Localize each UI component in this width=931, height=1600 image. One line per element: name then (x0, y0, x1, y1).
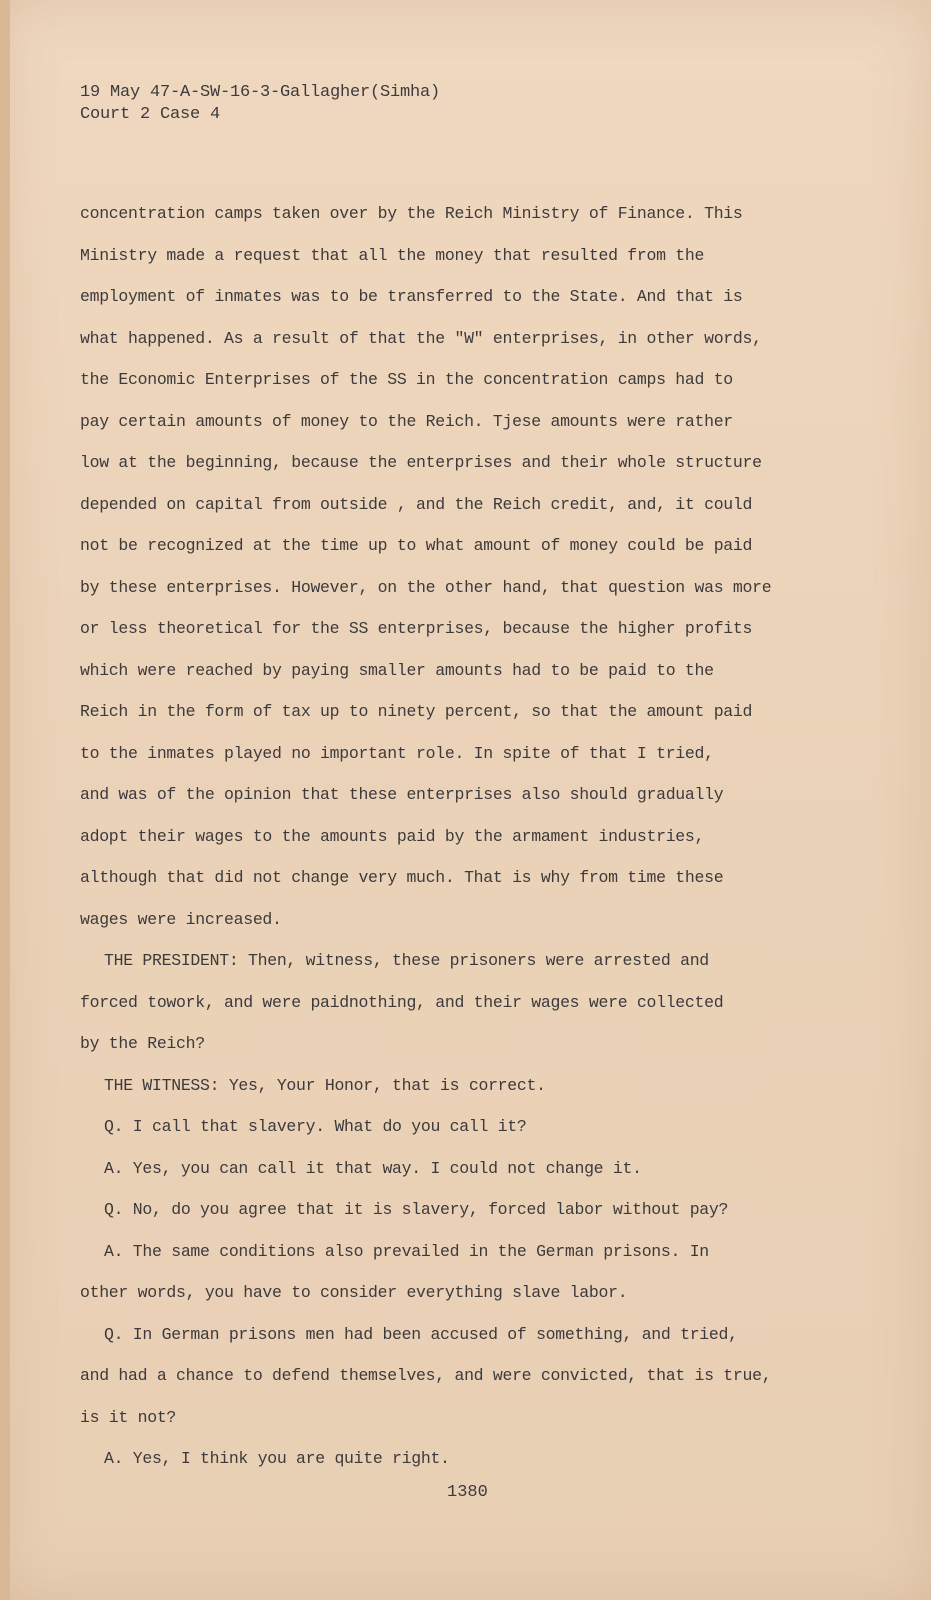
transcript-line: which were reached by paying smaller amounts had to be paid to the (80, 660, 714, 680)
transcript-line: A. Yes, you can call it that way. I could not change it. (104, 1158, 642, 1178)
transcript-line: not be recognized at the time up to what amount of money could be paid (80, 536, 753, 555)
transcript-line: to the inmates played no important role. In spite of that I tried, (80, 743, 714, 763)
transcript-line: employment of inmates was to be transferred to the State. And that is (80, 287, 743, 306)
transcript-line: Q. I call that slavery. What do you call it? (104, 1117, 527, 1136)
transcript-line: by the Reich? (80, 1034, 205, 1053)
transcript-line: other words, you have to consider everything slave labor. (80, 1283, 628, 1302)
transcript-line: THE WITNESS: Yes, Your Honor, that is correct. (104, 1075, 546, 1095)
transcript-line: although that did not change very much. That is why from time these (80, 868, 724, 887)
transcript-line: by these enterprises. However, on the other hand, that question was more (80, 577, 772, 597)
transcript-line: Q. No, do you agree that it is slavery, forced labor without pay? (104, 1200, 729, 1219)
transcript-line: concentration camps taken over by the Reich Ministry of Finance. This (80, 204, 743, 223)
transcript-line: what happened. As a result of that the "W" enterprises, in other words, (80, 328, 762, 348)
transcript-line: and was of the opinion that these enterprises also should gradually (80, 785, 724, 804)
transcript-line: A. The same conditions also prevailed in the German prisons. In (104, 1241, 709, 1261)
transcript-line: depended on capital from outside , and the Reich credit, and, it could (80, 494, 753, 514)
transcript-body (80, 200, 850, 1487)
transcript-line: the Economic Enterprises of the SS in the concentration camps had to (80, 370, 733, 389)
page-number: 1380 (447, 1483, 488, 1502)
transcript-line: forced towork, and were paidnothing, and their wages were collected (80, 992, 724, 1012)
transcript-line: low at the beginning, because the enterprises and their whole structure (80, 453, 762, 472)
transcript-line: wages were increased. (80, 909, 282, 929)
transcript-line: A. Yes, I think you are quite right. (104, 1449, 450, 1468)
transcript-line: or less theoretical for the SS enterprises, because the higher profits (80, 619, 753, 638)
document-header (80, 82, 440, 126)
transcript-line: Q. In German prisons men had been accused of something, and tried, (104, 1324, 738, 1344)
header-court-case: Court 2 Case 4 (80, 105, 221, 124)
transcript-line: THE PRESIDENT: Then, witness, these prisoners were arrested and (104, 951, 709, 970)
header-reference: 19 May 47-A-SW-16-3-Gallagher(Simha) (80, 83, 441, 102)
transcript-line: adopt their wages to the amounts paid by the armament industries, (80, 826, 705, 846)
transcript-line: Ministry made a request that all the money that resulted from the (80, 245, 705, 265)
paper-edge (0, 0, 10, 1600)
transcript-line: is it not? (80, 1407, 177, 1427)
transcript-line: and had a chance to defend themselves, and were convicted, that is true, (80, 1366, 772, 1385)
transcript-line: Reich in the form of tax up to ninety percent, so that the amount paid (80, 702, 753, 721)
transcript-line: pay certain amounts of money to the Reich. Tjese amounts were rather (80, 411, 733, 431)
